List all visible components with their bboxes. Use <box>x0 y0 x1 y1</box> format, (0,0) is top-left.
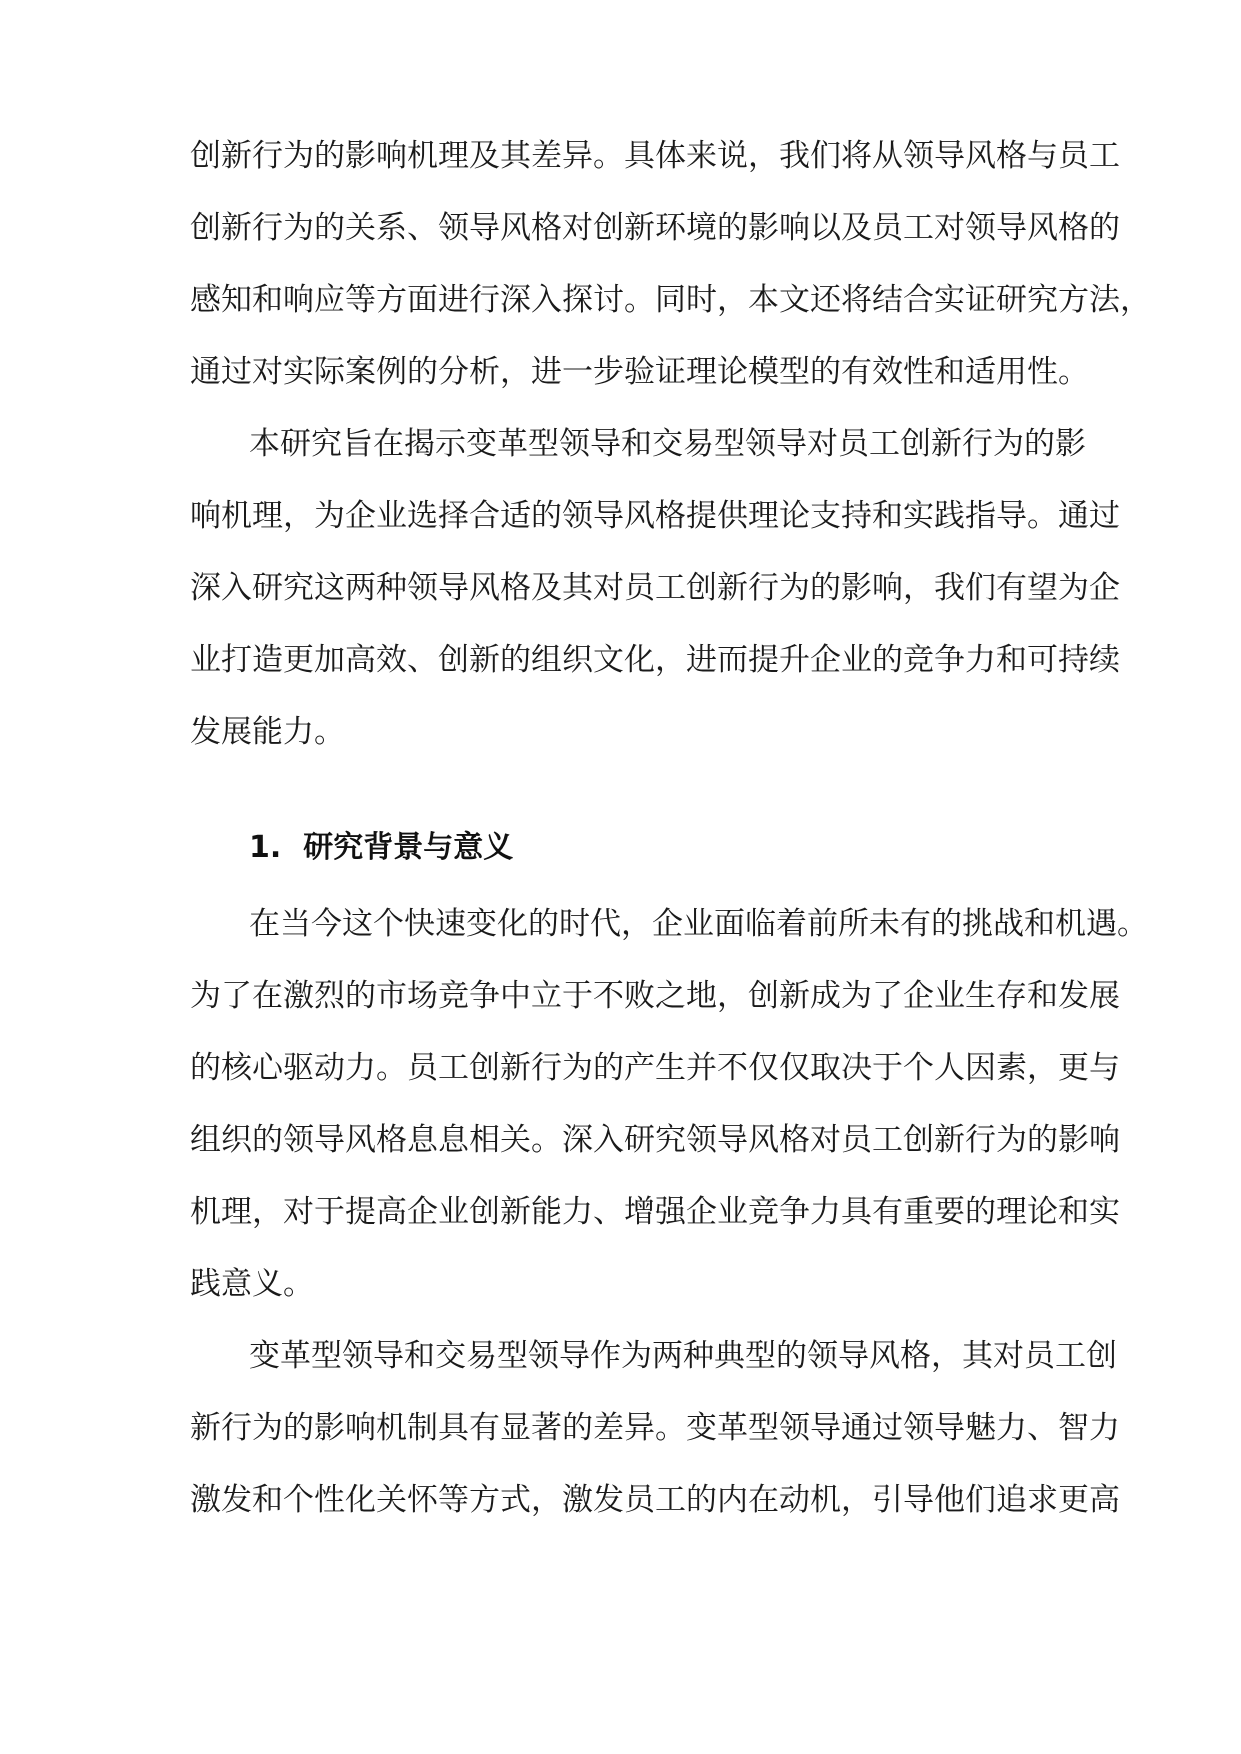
text-line: 深入研究这两种领导风格及其对员工创新行为的影响，我们有望为企 <box>190 570 1120 606</box>
text-line: 变革型领导和交易型领导作为两种典型的领导风格，其对员工创 <box>249 1338 1117 1374</box>
text-line: 通过对实际案例的分析，进一步验证理论模型的有效性和适用性。 <box>190 354 1089 390</box>
section-heading <box>249 828 849 868</box>
text-line: 激发和个性化关怀等方式，激发员工的内在动机，引导他们追求更高 <box>190 1482 1120 1518</box>
text-line: 新行为的影响机制具有显著的差异。变革型领导通过领导魅力、智力 <box>190 1410 1120 1446</box>
section-number: 1. <box>249 830 282 865</box>
text-line: 发展能力。 <box>190 714 345 750</box>
text-line: 机理，对于提高企业创新能力、增强企业竞争力具有重要的理论和实 <box>190 1194 1120 1230</box>
text-line: 本研究旨在揭示变革型领导和交易型领导对员工创新行为的影 <box>249 426 1086 462</box>
text-line: 响机理，为企业选择合适的领导风格提供理论支持和实践指导。通过 <box>190 498 1120 534</box>
section-title: 研究背景与意义 <box>303 830 514 865</box>
text-line: 的核心驱动力。员工创新行为的产生并不仅仅取决于个人因素，更与 <box>190 1050 1120 1086</box>
text-line: 践意义。 <box>190 1266 314 1302</box>
text-line: 创新行为的关系、领导风格对创新环境的影响以及员工对领导风格的 <box>190 210 1120 246</box>
text-line: 创新行为的影响机理及其差异。具体来说，我们将从领导风格与员工 <box>190 138 1120 174</box>
text-line: 业打造更加高效、创新的组织文化，进而提升企业的竞争力和可持续 <box>190 642 1120 678</box>
text-line: 感知和响应等方面进行深入探讨。同时，本文还将结合实证研究方法， <box>190 282 1151 318</box>
text-line: 在当今这个快速变化的时代，企业面临着前所未有的挑战和机遇。 <box>249 906 1148 942</box>
text-line: 组织的领导风格息息相关。深入研究领导风格对员工创新行为的影响 <box>190 1122 1120 1158</box>
text-line: 为了在激烈的市场竞争中立于不败之地，创新成为了企业生存和发展 <box>190 978 1120 1014</box>
